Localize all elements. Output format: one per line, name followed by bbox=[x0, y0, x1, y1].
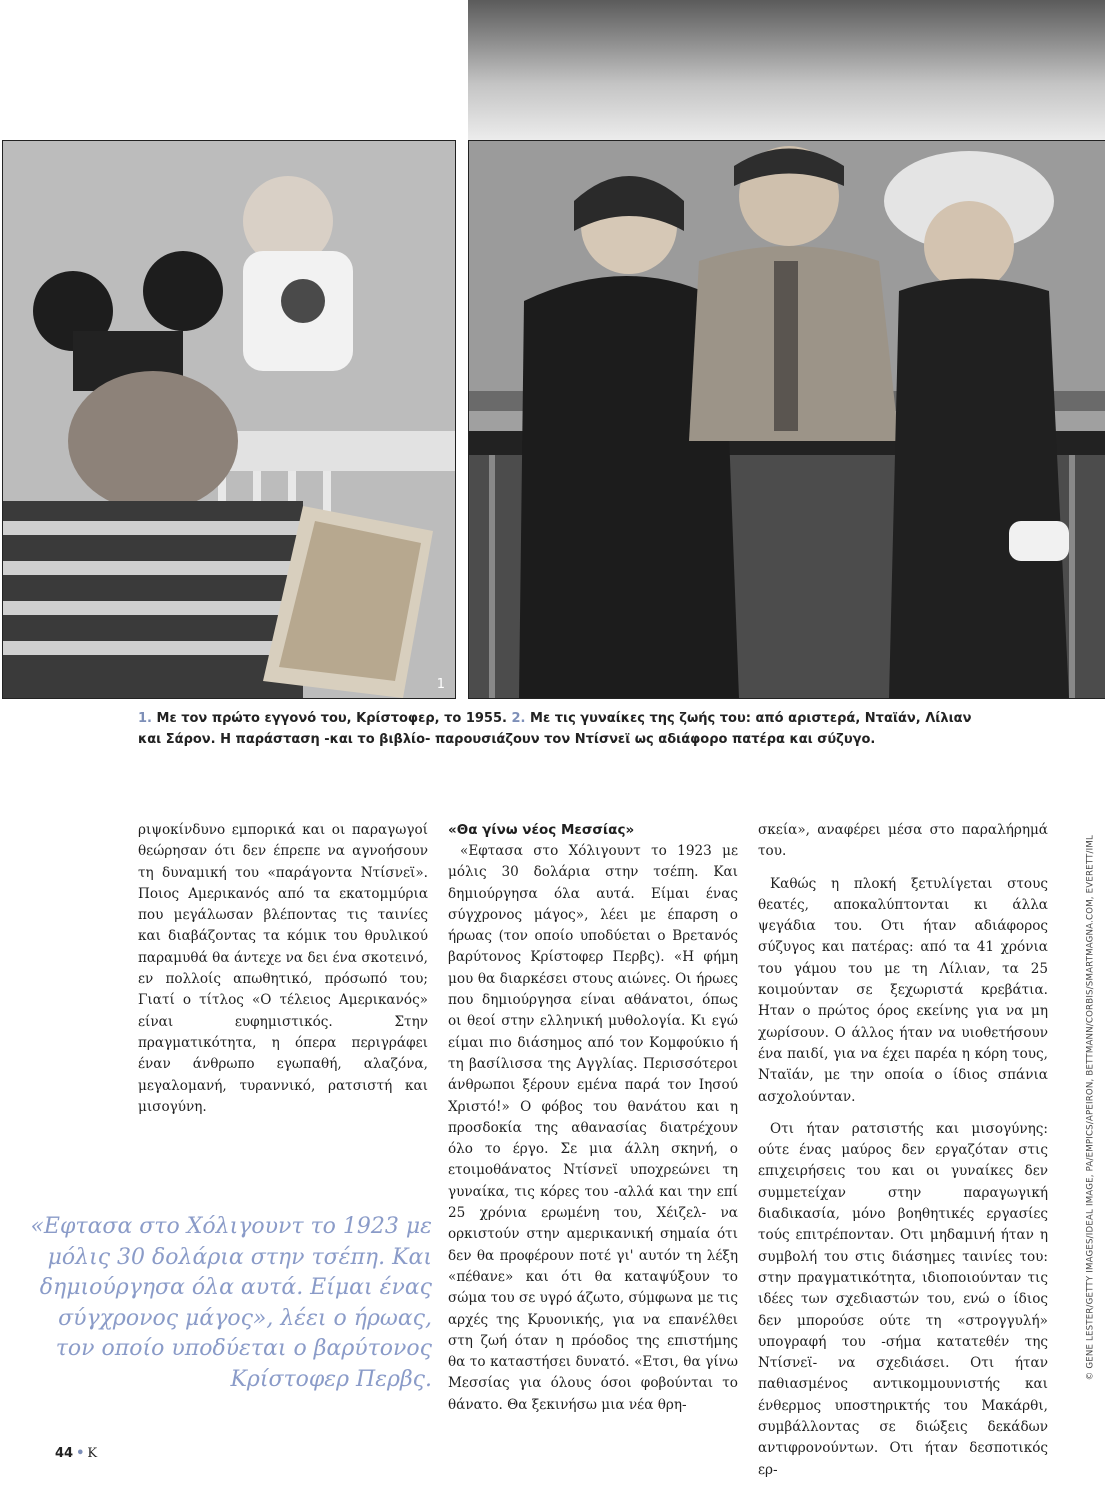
caption-text-1: Με τον πρώτο εγγονό του, Κρίστοφερ, το 1955. bbox=[151, 711, 512, 726]
column3-paragraph-3: Οτι ήταν ρατσιστής και μισογύνης: ούτε ένας μαύρος δεν εργαζόταν στις επιχειρήσεις του και οι γυναίκες δεν συμμετείχαν στην παραγωγική διαδικασία, μόνο βοηθητικές εργασίες τούς επιτρέπονταν. Οτι μηδαμινή ήταν η συμβολή του στις διάσημες ταινίες του: στην πραγματικότητα, ιδιοποιούνταν τις ιδέες των σχεδιαστών του, ενώ ο ίδιος δεν μπορούσε ούτε τη «στρογγυλή» υπογραφή του -σήμα κατατεθέν της Ντίσνεϊ- να σχεδιάσει. Οτι ήταν παθιασμένος αντικομμουνιστής και ένθερμος υποστηρικτής του Μακάρθι, συμβάλλοντας σε διώξεις δεκάδων αντιφρονούντων. Οτι ήταν δεσποτικός ερ- bbox=[758, 1120, 1048, 1478]
column2-paragraph: «Εφτασα στο Χόλιγουντ το 1923 με μόλις 30 δολάρια στην τσέπη. Και δημιούργησα όλα αυτά. Είμαι ένας σύγχρονος μάγος», λέει με έπαρση ο ήρωας (τον οποίο υποδύεται ο Βρετανός βαρύτονος Κρίστοφερ Περβς). «Η φήμη μου θα διαρκέσει στους αιώνες. Οι ήρωες που δημιούργησα είναι αθάνατοι, όπως οι θεοί στην ελληνική μυθολογία. Κι εγώ είμαι πιο διάσημος από τον Κομφούκιο ή τη βασίλισσα της Αγγλίας. Περισσότεροι άνθρωποι ξέρουν εμένα παρά τον Ιησού Χριστό!» Ο φόβος του θανάτου και η προσδοκία της αθανασίας διατρέχουν όλο το έργο. Σε μια άλλη σκηνή, ο ετοιμοθάνατος Ντίσνεϊ υποχρεώνει τη γυναίκα, τις κόρες του -αλλά και την επί 25 χρόνια ερωμένη του, Χέιζελ- να ορκιστούν στην αμερικανική σημαία ότι δεν θα προφέρουν ποτέ γι' αυτόν τη λέξη «πέθανε» και ότι θα καταψύξουν το σώμα του σε υγρό άζωτο, σύμφωνα με τις αρχές της Κρυονικής, για να επανέλθει στη ζωή όταν η πρόοδος της επιστήμης θα το καταστήσει δυνατό. «Ετσι, θα γίνω Μεσσίας για όλους όσοι φοβούνται το θάνατο. Θα ξεκινήσω μια νέα θρη- bbox=[448, 843, 738, 1413]
caption-number-1: 1. bbox=[138, 711, 152, 726]
article-column-1 bbox=[138, 820, 428, 1118]
article-column-2 bbox=[448, 820, 738, 1416]
top-photo-strip bbox=[468, 0, 1105, 140]
column1-paragraph: ριψοκίνδυνο εμπορικά και οι παραγωγοί θεώρησαν ότι δεν έπρεπε να αγνοήσουν τη δυναμική του «παράγοντα Ντίσνεϊ». Ποιος Αμερικανός από τα εκατομμύρια που μεγάλωσαν βλέποντας τις ταινίες και διαβάζοντας τα κόμικ του θρυλικού παραμυθά θα άντεχε να δει ένα σκοτεινό, εν πολλοίς απωθητικό, πρόσωπό του; Γιατί ο τίτλος «Ο τέλειος Αμερικανός» είναι ευφημιστικός. Στην πραγματικότητα, η όπερα περιγράφει έναν άνθρωπο εγωπαθή, αλαζόνα, μεγαλομανή, τυραννικό, ρατσιστή και μισογύνη. bbox=[138, 822, 428, 1115]
caption-text-2: Με τις γυναίκες της ζωής του: από αριστερά, Νταϊάν, Λίλιαν και Σάρον. Η παράσταση -και το βιβλίο- παρουσιάζουν τον Ντίσνεϊ ως αδιάφορο πατέρα και σύζυγο. bbox=[138, 711, 972, 747]
column3-paragraph-1: σκεία», αναφέρει μέσα στο παραλήρημά του. bbox=[758, 822, 1048, 860]
magazine-name: K bbox=[87, 1446, 98, 1461]
page-folio bbox=[55, 1446, 97, 1461]
column3-paragraph-2: Καθώς η πλοκή ξετυλίγεται στους θεατές, αποκαλύπτονται κι άλλα ψεγάδια του. Οτι ήταν αδιάφορος σύζυγος και πατέρας: από τα 41 χρόνια του γάμου του με τη Λίλιαν, τα 25 κοιμούνταν σε ξεχωριστά κρεβάτια. Ηταν ο πρώτος όρος εκείνης για να μη χωρίσουν. Ο άλλος ήταν να υιοθετήσουν ένα παιδί, για να έχει παρέα η κόρη τους, Νταϊάν, με την οποία ο ίδιος σπάνια ασχολούνταν. bbox=[758, 875, 1048, 1105]
photo-credit-text: © GENE LESTER/GETTY IMAGES/IDEAL IMAGE, PA/EMPICS/APEIRON, BETTMANN/CORBIS/SMARTMAGNA.COM, EVERETT/IML bbox=[1085, 835, 1095, 1381]
pull-quote: «Εφτασα στο Χόλιγουντ το 1923 με μόλις 30 δολάρια στην τσέπη. Και δημιούργησα όλα αυτά. Είμαι ένας σύγχρονος μάγος», λέει ο ήρωας, τον οποίο υποδύεται ο βαρύτονος Κρίστοφερ Περβς. bbox=[30, 1214, 432, 1392]
photo-caption bbox=[138, 708, 978, 750]
photo-number: 1 bbox=[436, 677, 445, 692]
photo-grandson bbox=[2, 140, 456, 699]
section-heading: «Θα γίνω νέος Μεσσίας» bbox=[448, 822, 635, 838]
article-column-3 bbox=[758, 820, 1048, 1481]
photo-credit bbox=[1085, 835, 1099, 1475]
page-number: 44 bbox=[55, 1446, 74, 1461]
photo-family bbox=[468, 140, 1105, 699]
caption-number-2: 2. bbox=[511, 711, 526, 726]
folio-dot: • bbox=[76, 1446, 85, 1461]
photo-family-image bbox=[469, 141, 1105, 698]
photo-grandson-image bbox=[3, 141, 455, 698]
